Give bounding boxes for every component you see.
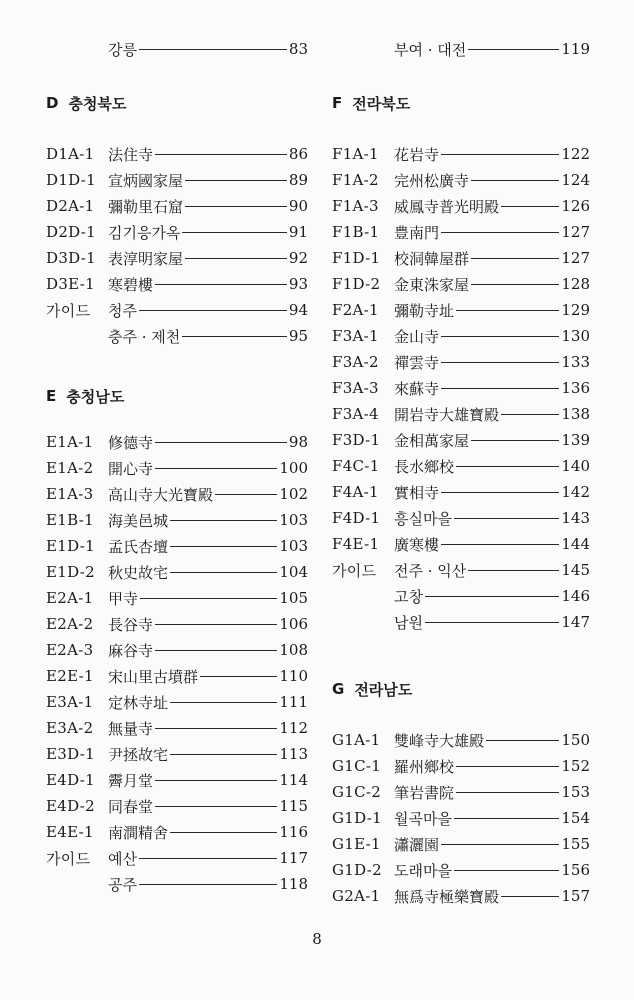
entry-title: 충주 · 제천 — [108, 327, 181, 346]
toc-entry — [46, 297, 308, 323]
leader-line — [456, 766, 559, 767]
entry-page: 86 — [288, 145, 308, 163]
entry-page: 153 — [561, 783, 590, 801]
leader-line — [425, 596, 559, 597]
entry-page: 89 — [288, 171, 308, 189]
entry-code: D1A-1 — [46, 145, 95, 163]
toc-entry — [46, 663, 308, 689]
entry-title: 廣寒樓 — [394, 535, 440, 554]
entry-title: 實相寺 — [394, 483, 440, 502]
section-title: 전라북도 — [352, 94, 411, 113]
entry-page: 115 — [279, 797, 308, 815]
entry-code: E2A-1 — [46, 589, 94, 607]
entry-code: E4D-1 — [46, 771, 95, 789]
entry-title: 花岩寺 — [394, 145, 440, 164]
entry-title: 霽月堂 — [108, 771, 154, 790]
leader-line — [471, 440, 559, 441]
toc-entry — [332, 271, 590, 297]
entry-title: 開岩寺大雄寶殿 — [394, 405, 500, 424]
toc-entry — [46, 767, 308, 793]
toc-entry — [332, 349, 590, 375]
entry-title: 彌勒里石窟 — [108, 197, 184, 216]
entry-code: E4D-2 — [46, 797, 95, 815]
entry-code: F4C-1 — [332, 457, 380, 475]
entry-page: 144 — [561, 535, 590, 553]
entry-title: 麻谷寺 — [108, 641, 154, 660]
leader-line — [456, 310, 559, 311]
section-title: 충청남도 — [66, 387, 125, 406]
entry-page: 114 — [279, 771, 308, 789]
entry-page: 127 — [561, 223, 590, 241]
toc-entry — [332, 531, 590, 557]
entry-title: 無爲寺極樂寶殿 — [394, 887, 500, 906]
toc-entry — [332, 505, 590, 531]
leader-line — [200, 676, 277, 677]
entry-code: F3A-4 — [332, 405, 379, 423]
entry-title: 寒碧樓 — [108, 275, 154, 294]
entry-code: D1D-1 — [46, 171, 96, 189]
toc-entry — [332, 779, 590, 805]
entry-page: 147 — [561, 613, 590, 631]
toc-entry — [46, 611, 308, 637]
toc-entry — [46, 323, 308, 349]
page-number: 8 — [312, 930, 322, 948]
entry-page: 154 — [561, 809, 590, 827]
toc-entry — [332, 753, 590, 779]
entry-page: 110 — [279, 667, 308, 685]
section-letter: E — [46, 387, 57, 405]
leader-line — [215, 494, 277, 495]
section-heading — [46, 90, 126, 116]
entry-code: G1D-2 — [332, 861, 382, 879]
entry-code: 가이드 — [46, 301, 91, 320]
leader-line — [155, 806, 277, 807]
toc-entry — [46, 507, 308, 533]
leader-line — [456, 792, 559, 793]
entry-page: 145 — [561, 561, 590, 579]
entry-page: 118 — [279, 875, 308, 893]
toc-entry — [332, 727, 590, 753]
toc-entry — [332, 557, 590, 583]
entry-title: 고창 — [394, 587, 423, 606]
toc-entry — [332, 375, 590, 401]
entry-page: 93 — [288, 275, 308, 293]
entry-page: 91 — [288, 223, 308, 241]
entry-page: 83 — [288, 40, 308, 58]
entry-title: 金東洙家屋 — [394, 275, 470, 294]
entry-page: 122 — [561, 145, 590, 163]
leader-line — [454, 518, 559, 519]
leader-line — [170, 702, 277, 703]
entry-title: 威鳳寺普光明殿 — [394, 197, 500, 216]
leader-line — [170, 754, 277, 755]
entry-page: 98 — [288, 433, 308, 451]
entry-code: F1D-1 — [332, 249, 381, 267]
entry-page: 111 — [279, 693, 308, 711]
leader-line — [140, 598, 277, 599]
entry-title: 전주 · 익산 — [394, 561, 467, 580]
entry-title: 瀟灑園 — [394, 835, 440, 854]
toc-entry — [46, 455, 308, 481]
entry-code: D3E-1 — [46, 275, 95, 293]
section-heading — [332, 90, 410, 116]
entry-title: 羅州鄉校 — [394, 757, 455, 776]
toc-entry — [46, 245, 308, 271]
toc-entry — [46, 559, 308, 585]
entry-page: 130 — [561, 327, 590, 345]
toc-entry — [332, 453, 590, 479]
entry-code: F4E-1 — [332, 535, 380, 553]
entry-page: 127 — [561, 249, 590, 267]
entry-code: F2A-1 — [332, 301, 379, 319]
entry-title: 金山寺 — [394, 327, 440, 346]
entry-code: D2A-1 — [46, 197, 95, 215]
entry-page: 136 — [561, 379, 590, 397]
section-letter: G — [332, 680, 345, 698]
entry-page: 108 — [279, 641, 308, 659]
entry-title: 남원 — [394, 613, 423, 632]
toc-entry — [332, 609, 590, 635]
toc-entry — [46, 167, 308, 193]
toc-entry — [46, 429, 308, 455]
toc-entry — [46, 741, 308, 767]
entry-title: 흥실마을 — [394, 509, 452, 528]
leader-line — [170, 572, 277, 573]
entry-code: E1D-2 — [46, 563, 95, 581]
leader-line — [182, 232, 286, 233]
leader-line — [441, 388, 559, 389]
entry-code: G1A-1 — [332, 731, 381, 749]
entry-code: F1A-3 — [332, 197, 379, 215]
entry-title: 김기응가옥 — [108, 223, 181, 242]
entry-code: G1C-2 — [332, 783, 382, 801]
leader-line — [182, 336, 287, 337]
entry-code: G2A-1 — [332, 887, 381, 905]
leader-line — [486, 740, 559, 741]
toc-entry — [332, 36, 590, 62]
toc-entry — [46, 141, 308, 167]
toc-entry — [46, 793, 308, 819]
entry-page: 142 — [561, 483, 590, 501]
leader-line — [185, 180, 287, 181]
entry-code: E1A-3 — [46, 485, 94, 503]
toc-entry — [332, 193, 590, 219]
toc-entry — [332, 297, 590, 323]
entry-title: 부여 · 대전 — [394, 40, 467, 59]
entry-title: 尹拯故宅 — [108, 745, 169, 764]
toc-entry — [46, 219, 308, 245]
entry-code: D3D-1 — [46, 249, 96, 267]
toc-entry — [332, 883, 590, 909]
entry-code: F1A-1 — [332, 145, 379, 163]
toc-entry — [332, 167, 590, 193]
entry-title: 孟氏杏壇 — [108, 537, 169, 556]
entry-title: 金相萬家屋 — [394, 431, 470, 450]
entry-code: G1D-1 — [332, 809, 382, 827]
leader-line — [155, 780, 277, 781]
entry-code: E2A-3 — [46, 641, 94, 659]
entry-page: 90 — [288, 197, 308, 215]
leader-line — [471, 284, 559, 285]
entry-page: 117 — [279, 849, 308, 867]
entry-title: 공주 — [108, 875, 137, 894]
toc-entry — [332, 323, 590, 349]
entry-page: 106 — [279, 615, 308, 633]
section-letter: D — [46, 94, 59, 112]
toc-entry — [332, 219, 590, 245]
entry-code: F3A-1 — [332, 327, 379, 345]
entry-title: 예산 — [108, 849, 137, 868]
entry-title: 도래마을 — [394, 861, 452, 880]
entry-title: 청주 — [108, 301, 137, 320]
entry-title: 高山寺大光寶殿 — [108, 485, 214, 504]
section-letter: F — [332, 94, 343, 112]
entry-code: E3A-1 — [46, 693, 94, 711]
leader-line — [139, 49, 287, 50]
entry-page: 104 — [279, 563, 308, 581]
leader-line — [468, 49, 559, 50]
entry-page: 103 — [279, 511, 308, 529]
toc-entry — [46, 845, 308, 871]
entry-title: 雙峰寺大雄殿 — [394, 731, 485, 750]
leader-line — [441, 336, 559, 337]
entry-page: 128 — [561, 275, 590, 293]
toc-entry — [332, 857, 590, 883]
entry-code: E1D-1 — [46, 537, 95, 555]
entry-title: 校洞韓屋群 — [394, 249, 470, 268]
entry-title: 長谷寺 — [108, 615, 154, 634]
leader-line — [468, 570, 559, 571]
entry-page: 105 — [279, 589, 308, 607]
entry-title: 월곡마을 — [394, 809, 452, 828]
leader-line — [441, 544, 559, 545]
entry-title: 宣炳國家屋 — [108, 171, 184, 190]
entry-code: F1D-2 — [332, 275, 381, 293]
entry-title: 長水鄉校 — [394, 457, 455, 476]
entry-page: 103 — [279, 537, 308, 555]
toc-entry — [46, 819, 308, 845]
toc-entry — [332, 479, 590, 505]
entry-title: 秋史故宅 — [108, 563, 169, 582]
entry-title: 法住寺 — [108, 145, 154, 164]
entry-code: E1B-1 — [46, 511, 94, 529]
leader-line — [155, 154, 287, 155]
entry-title: 海美邑城 — [108, 511, 169, 530]
entry-page: 156 — [561, 861, 590, 879]
toc-entry — [332, 427, 590, 453]
entry-page: 94 — [288, 301, 308, 319]
entry-title: 修德寺 — [108, 433, 154, 452]
entry-page: 92 — [288, 249, 308, 267]
entry-page: 119 — [561, 40, 590, 58]
entry-code: F3A-2 — [332, 353, 379, 371]
leader-line — [441, 492, 559, 493]
leader-line — [170, 520, 277, 521]
entry-code: E2E-1 — [46, 667, 94, 685]
entry-page: 143 — [561, 509, 590, 527]
leader-line — [501, 206, 559, 207]
entry-code: F4A-1 — [332, 483, 379, 501]
entry-title: 表淳明家屋 — [108, 249, 184, 268]
leader-line — [425, 622, 559, 623]
entry-page: 116 — [279, 823, 308, 841]
entry-title: 宋山里古墳群 — [108, 667, 199, 686]
entry-code: F3D-1 — [332, 431, 381, 449]
entry-page: 129 — [561, 301, 590, 319]
leader-line — [501, 896, 559, 897]
leader-line — [471, 180, 559, 181]
entry-page: 95 — [288, 327, 308, 345]
entry-page: 100 — [279, 459, 308, 477]
entry-code: F4D-1 — [332, 509, 381, 527]
leader-line — [501, 414, 559, 415]
leader-line — [139, 884, 277, 885]
toc-entry — [46, 533, 308, 559]
toc-entry — [332, 583, 590, 609]
entry-title: 定林寺址 — [108, 693, 169, 712]
entry-code: D2D-1 — [46, 223, 96, 241]
entry-page: 157 — [561, 887, 590, 905]
leader-line — [155, 728, 277, 729]
entry-code: G1C-1 — [332, 757, 382, 775]
toc-entry — [332, 831, 590, 857]
leader-line — [441, 232, 559, 233]
entry-page: 155 — [561, 835, 590, 853]
entry-code: E2A-2 — [46, 615, 94, 633]
toc-entry — [332, 805, 590, 831]
leader-line — [155, 442, 287, 443]
entry-page: 150 — [561, 731, 590, 749]
toc-entry — [46, 585, 308, 611]
toc-entry — [46, 637, 308, 663]
leader-line — [441, 154, 559, 155]
leader-line — [155, 650, 277, 651]
toc-entry — [46, 871, 308, 897]
entry-code: E4E-1 — [46, 823, 94, 841]
toc-entry — [332, 141, 590, 167]
section-heading — [46, 383, 124, 409]
leader-line — [471, 258, 559, 259]
entry-code: 가이드 — [46, 849, 91, 868]
toc-entry — [332, 401, 590, 427]
entry-title: 彌勒寺址 — [394, 301, 455, 320]
entry-title: 完州松廣寺 — [394, 171, 470, 190]
leader-line — [139, 310, 287, 311]
entry-title: 來蘇寺 — [394, 379, 440, 398]
entry-page: 113 — [279, 745, 308, 763]
section-heading — [332, 676, 412, 702]
leader-line — [155, 624, 277, 625]
entry-title: 無量寺 — [108, 719, 154, 738]
entry-page: 152 — [561, 757, 590, 775]
entry-code: E3A-2 — [46, 719, 94, 737]
entry-page: 146 — [561, 587, 590, 605]
entry-code: G1E-1 — [332, 835, 381, 853]
entry-title: 開心寺 — [108, 459, 154, 478]
entry-title: 南澗精舍 — [108, 823, 169, 842]
entry-page: 124 — [561, 171, 590, 189]
leader-line — [441, 844, 559, 845]
leader-line — [170, 546, 277, 547]
leader-line — [185, 206, 287, 207]
entry-code: F1B-1 — [332, 223, 380, 241]
entry-page: 138 — [561, 405, 590, 423]
entry-title: 筆岩書院 — [394, 783, 455, 802]
entry-code: F3A-3 — [332, 379, 379, 397]
section-title: 충청북도 — [68, 94, 127, 113]
entry-title: 豊南門 — [394, 223, 440, 242]
section-title: 전라남도 — [354, 680, 413, 699]
entry-page: 133 — [561, 353, 590, 371]
leader-line — [441, 362, 559, 363]
toc-entry — [46, 271, 308, 297]
entry-title: 禪雲寺 — [394, 353, 440, 372]
toc-entry — [332, 245, 590, 271]
toc-entry — [46, 715, 308, 741]
toc-entry — [46, 36, 308, 62]
entry-title: 강릉 — [108, 40, 137, 59]
entry-code: 가이드 — [332, 561, 377, 580]
leader-line — [155, 468, 277, 469]
leader-line — [454, 818, 559, 819]
entry-title: 甲寺 — [108, 589, 139, 608]
entry-page: 126 — [561, 197, 590, 215]
toc-entry — [46, 689, 308, 715]
entry-page: 140 — [561, 457, 590, 475]
leader-line — [456, 466, 559, 467]
entry-code: F1A-2 — [332, 171, 379, 189]
entry-code: E3D-1 — [46, 745, 95, 763]
entry-page: 112 — [279, 719, 308, 737]
entry-title: 同春堂 — [108, 797, 154, 816]
toc-entry — [46, 193, 308, 219]
entry-page: 139 — [561, 431, 590, 449]
entry-page: 102 — [279, 485, 308, 503]
entry-code: E1A-1 — [46, 433, 94, 451]
leader-line — [139, 858, 277, 859]
leader-line — [170, 832, 277, 833]
leader-line — [155, 284, 287, 285]
leader-line — [185, 258, 287, 259]
leader-line — [454, 870, 559, 871]
entry-code: E1A-2 — [46, 459, 94, 477]
toc-entry — [46, 481, 308, 507]
